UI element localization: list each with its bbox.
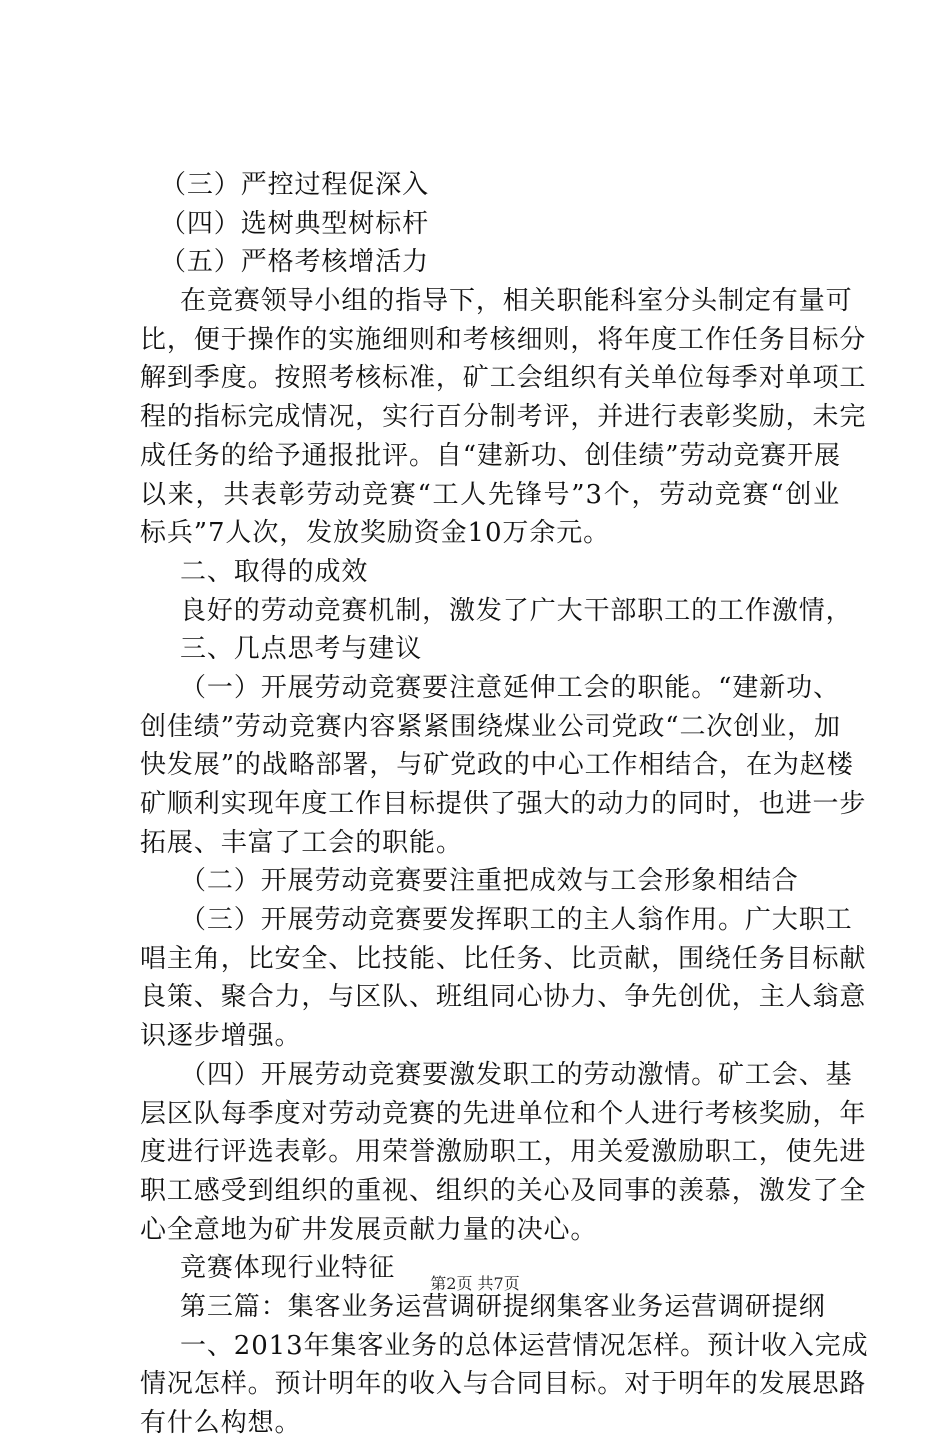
text-line-28: 心全意地为矿井发展贡献力量的决心。 (140, 1214, 598, 1245)
text-line-24: （四）开展劳动竞赛要激发职工的劳动激情。矿工会、基 (180, 1059, 853, 1090)
document-body (140, 166, 869, 1443)
text-line-25: 层区队每季度对劳动竞赛的先进单位和个人进行考核奖励，年 (140, 1098, 867, 1129)
text-line-16: 快发展”的战略部署，与矿党政的中心工作相结合，在为赵楼 (140, 750, 854, 781)
text-line-2: （四）选树典型树标杆 (160, 208, 430, 239)
text-line-5: 比，便于操作的实施细则和考核细则，将年度工作任务目标分 (140, 324, 867, 355)
text-line-32: 情况怎样。预计明年的收入与合同目标。对于明年的发展思路 (140, 1369, 867, 1400)
text-line-6: 解到季度。按照考核标准，矿工会组织有关单位每季对单项工 (140, 363, 867, 394)
text-line-19: （二）开展劳动竞赛要注重把成效与工会形象相结合 (180, 866, 799, 897)
text-line-1: （三）严控过程促深入 (160, 170, 430, 200)
text-line-4: 在竞赛领导小组的指导下，相关职能科室分头制定有量可 (180, 286, 853, 317)
page-footer: 第2页 共7页 (430, 1274, 520, 1293)
text-line-30: 第三篇：集客业务运营调研提纲集客业务运营调研提纲 (180, 1291, 826, 1322)
text-line-33: 有什么构想。 (140, 1408, 302, 1438)
text-line-7: 程的指标完成情况，实行百分制考评，并进行表彰奖励，未完 (140, 402, 867, 433)
text-line-31: 一、2013年集客业务的总体运营情况怎样。预计收入完成 (180, 1330, 869, 1361)
text-line-14: （一）开展劳动竞赛要注意延伸工会的职能。“建新功、 (180, 672, 840, 703)
text-line-12: 良好的劳动竞赛机制，激发了广大干部职工的工作激情， (180, 595, 853, 626)
text-line-17: 矿顺利实现年度工作目标提供了强大的动力的同时，也进一步 (140, 789, 867, 819)
text-line-9: 以来，共表彰劳动竞赛“工人先锋号”3个，劳动竞赛“创业 (140, 479, 840, 510)
text-line-15: 创佳绩”劳动竞赛内容紧紧围绕煤业公司党政“二次创业，加 (140, 711, 841, 742)
text-line-27: 职工感受到组织的重视、组织的关心及同事的羡慕，激发了全 (140, 1175, 867, 1206)
text-line-11: 二、取得的成效 (180, 556, 369, 587)
text-line-3: （五）严格考核增活力 (160, 247, 430, 278)
text-line-21: 唱主角，比安全、比技能、比任务、比贡献，围绕任务目标献 (140, 943, 867, 974)
text-line-23: 识逐步增强。 (140, 1021, 302, 1052)
text-line-18: 拓展、丰富了工会的职能。 (140, 827, 463, 858)
text-line-13: 三、几点思考与建议 (180, 634, 423, 665)
text-line-8: 成任务的给予通报批评。自“建新功、创佳绩”劳动竞赛开展 (140, 440, 841, 471)
text-line-29: 竞赛体现行业特征 (180, 1253, 396, 1284)
text-line-22: 良策、聚合力，与区队、班组同心协力、争先创优，主人翁意 (140, 982, 867, 1013)
text-line-20: （三）开展劳动竞赛要发挥职工的主人翁作用。广大职工 (180, 905, 853, 936)
text-line-10: 标兵”7人次，发放奖励资金10万余元。 (140, 518, 611, 549)
text-line-26: 度进行评选表彰。用荣誉激励职工，用关爱激励职工，使先进 (140, 1137, 867, 1168)
